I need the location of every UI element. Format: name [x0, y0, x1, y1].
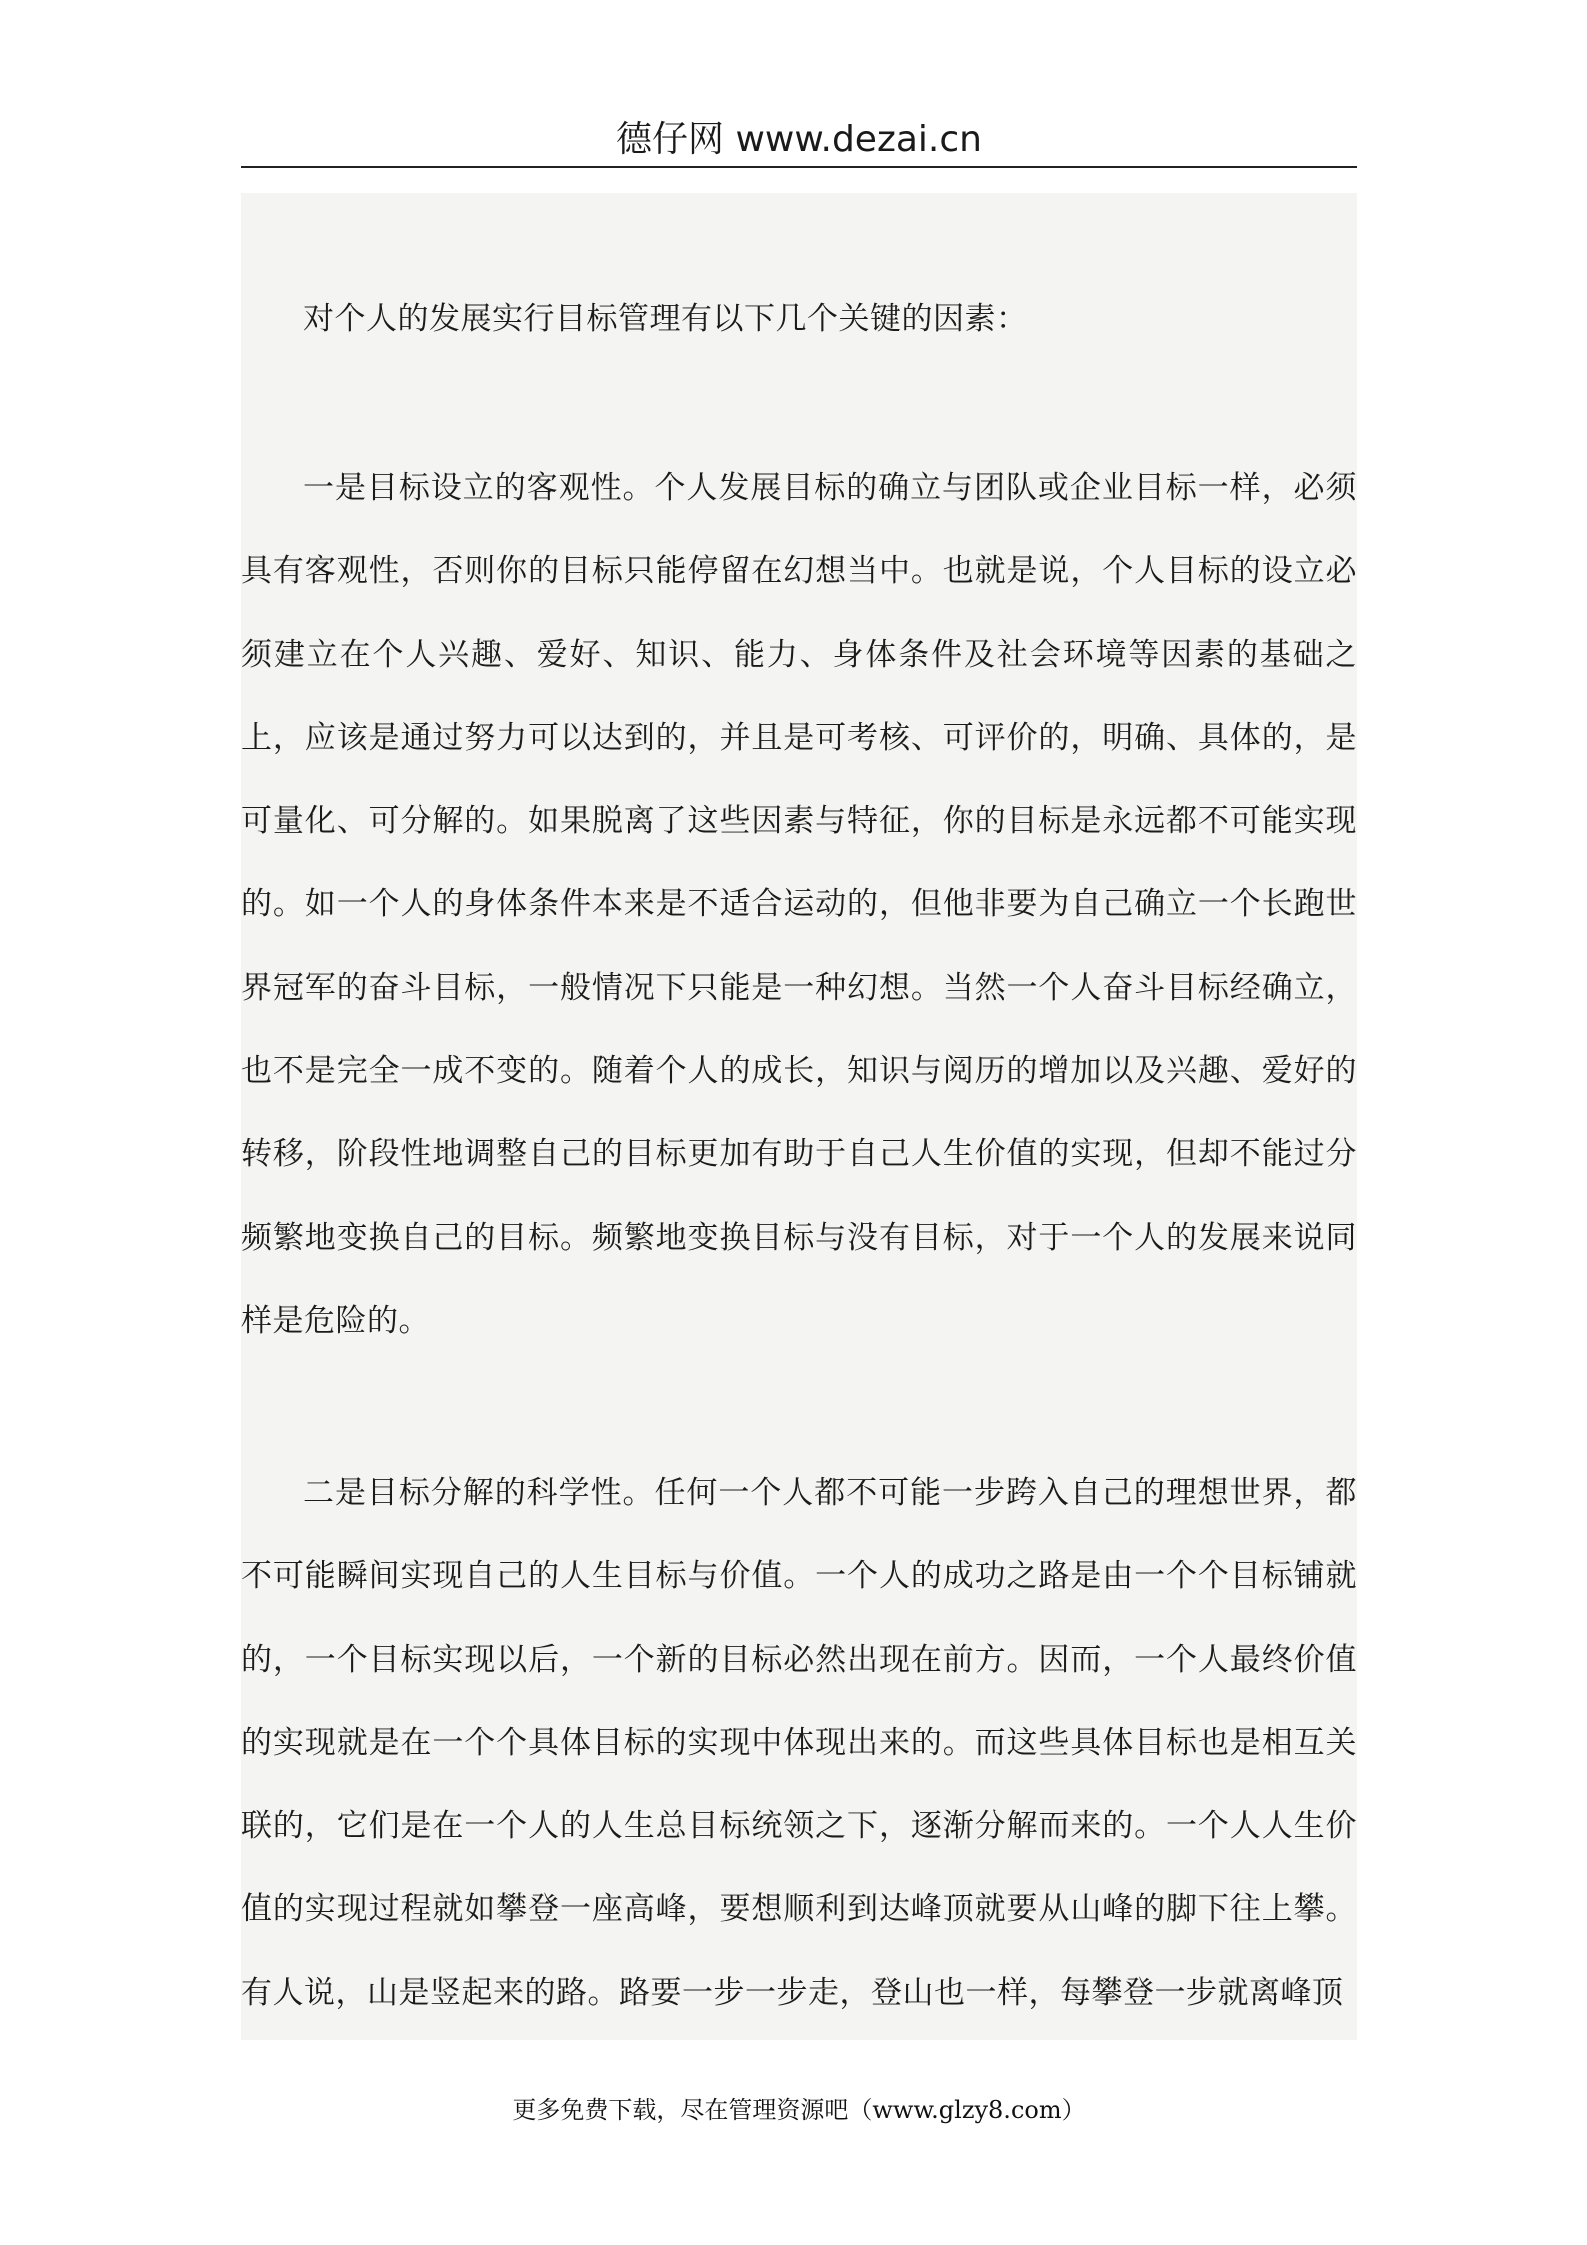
page-header-title: 德仔网 www.dezai.cn — [616, 119, 982, 160]
intro-paragraph: 对个人的发展实行目标管理有以下几个关键的因素： — [303, 301, 1028, 337]
paragraph-objectivity: 一是目标设立的客观性。个人发展目标的确立与团队或企业目标一样，必须具有客观性，否则你的目标只能停留在幻想当中。也就是说，个人目标的设立必须建立在个人兴趣、爱好、知识、能力、身体条件及社会环境等因素的基础之上，应该是通过努力可以达到的，并且是可考核、可评价的，明确、具体的，是可量化、可分解的。如果脱离了这些因素与特征，你的目标是永远都不可能实现的。如一个人的身体条件本来是不适合运动的，但他非要为自己确立一个长跑世界冠军的奋斗目标，一般情况下只能是一种幻想。当然一个人奋斗目标经确立，也不是完全一成不变的。随着个人的成长，知识与阅历的增加以及兴趣、爱好的转移，阶段性地调整自己的目标更加有助于自己人生价值的实现，但却不能过分频繁地变换自己的目标。频繁地变换目标与没有目标，对于一个人的发展来说同样是危险的。 — [241, 470, 1357, 1339]
paragraph-decomposition: 二是目标分解的科学性。任何一个人都不可能一步跨入自己的理想世界，都不可能瞬间实现自己的人生目标与价值。一个人的成功之路是由一个个目标铺就的，一个目标实现以后，一个新的目标必然出现在前方。因而，一个人最终价值的实现就是在一个个具体目标的实现中体现出来的。而这些具体目标也是相互关联的，它们是在一个人的人生总目标统领之下，逐渐分解而来的。一个人人生价值的实现过程就如攀登一座高峰，要想顺利到达峰顶就要从山峰的脚下往上攀。有人说，山是竖起来的路。路要一步一步走，登山也一样，每攀登一步就离峰顶 — [241, 1475, 1357, 2011]
page-footer: 更多免费下载，尽在管理资源吧（www.glzy8.com） — [512, 2096, 1086, 2124]
header-divider — [241, 166, 1357, 168]
